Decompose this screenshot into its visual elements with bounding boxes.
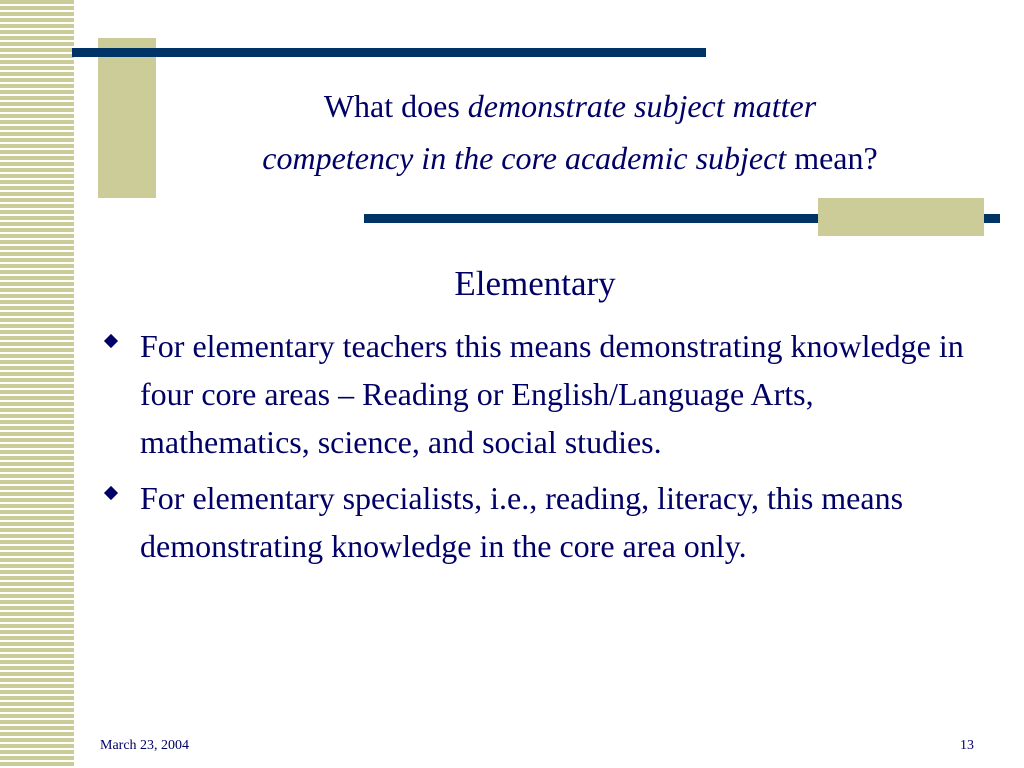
page-number: 13: [960, 738, 974, 753]
title-top-rule: [72, 48, 706, 57]
bullet-text: For elementary specialists, i.e., reading, literacy, this means demonstrating knowledge in the core area only.: [140, 480, 904, 564]
title-line-1: [160, 80, 980, 132]
title-line-1-plain: What does: [323, 88, 468, 124]
bullet-text: For elementary teachers this means demonstrating knowledge in four core areas – Reading or English/Language Arts, mathematics, science, and social studies.: [140, 328, 964, 460]
slide-title: [160, 80, 980, 184]
title-line-1-italic: demonstrate subject matter: [467, 88, 817, 124]
rule-accent-block: [818, 198, 984, 236]
bullet-item: [100, 322, 970, 466]
diamond-bullet-icon: [104, 486, 118, 500]
section-subheading: Elementary: [454, 264, 616, 303]
title-accent-block: [98, 38, 156, 198]
title-line-2-italic: competency in the core academic subject: [262, 140, 787, 176]
diamond-bullet-icon: [104, 334, 118, 348]
title-line-2: [160, 132, 980, 184]
title-line-2-plain: mean?: [786, 140, 878, 176]
bullet-list: [100, 322, 970, 578]
bullet-item: [100, 474, 970, 570]
footer-date: March 23, 2004: [100, 738, 190, 753]
decorative-stripe-panel: [0, 0, 74, 768]
